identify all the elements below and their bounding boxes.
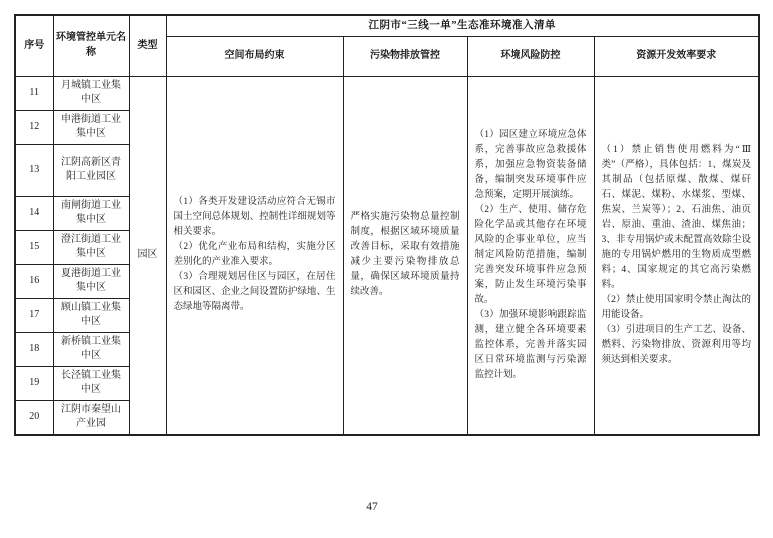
row-unit-name: 长泾镇工业集中区: [53, 366, 129, 400]
col-header-resource: 资源开发效率要求: [594, 36, 759, 76]
row-seq: 13: [15, 144, 53, 196]
row-unit-name: 南闸街道工业集中区: [53, 196, 129, 230]
pollution-control-cell: [343, 76, 467, 435]
merged-title: 江阴市“三线一单”生态准环境准入清单: [166, 15, 759, 36]
row-seq: 18: [15, 332, 53, 366]
row-unit-name: 月城镇工业集中区: [53, 76, 129, 110]
spatial-item-3: （3）合理规划居住区与园区，在居住区和园区、企业之间设置防护绿地、生态绿地等隔离带。: [173, 272, 336, 312]
col-header-type: 类型: [129, 15, 166, 76]
access-list-table: [14, 14, 760, 436]
col-header-seq: 序号: [15, 15, 53, 76]
row-unit-name: 江阴市秦望山产业园: [53, 400, 129, 435]
row-seq: 19: [15, 366, 53, 400]
resource-item-1: （1）禁止销售使用燃料为“Ⅲ类”（严格），具体包括：1、煤炭及其制品（包括原煤、散煤、煤矸石、煤泥、煤粉、水煤浆、型煤、焦炭、兰炭等）；2、石油焦、油页岩、原油、重油、渣油、煤焦油；3、非专用锅炉或未配置高效除尘设施的专用锅炉燃用的生物质成型燃料；4、国家规定的其它高污染燃料。: [601, 144, 751, 290]
col-header-spatial: 空间布局约束: [166, 36, 343, 76]
row-seq: 20: [15, 400, 53, 435]
row-unit-name: 江阴高新区青阳工业园区: [53, 144, 129, 196]
col-header-unit-name: 环境管控单元名称: [53, 15, 129, 76]
spatial-item-2: （2）优化产业布局和结构，实施分区差别化的产业准入要求。: [173, 242, 336, 267]
row-unit-name: 申港街道工业集中区: [53, 110, 129, 144]
row-unit-name: 澄江街道工业集中区: [53, 230, 129, 264]
row-seq: 15: [15, 230, 53, 264]
row-unit-name: 夏港街道工业集中区: [53, 264, 129, 298]
row-seq: 17: [15, 298, 53, 332]
resource-item-2: （2）禁止使用国家明令禁止淘汰的用能设备。: [601, 294, 751, 320]
row-unit-name: 顾山镇工业集中区: [53, 298, 129, 332]
col-header-risk: 环境风险防控: [467, 36, 594, 76]
risk-item-2: （2）生产、使用、储存危险化学品或其他存在环境风险的企事业单位，应当制定风险防范措施，编制完善突发环境事件应急预案，防止发生环境污染事故。: [474, 204, 587, 305]
col-header-pollution: 污染物排放管控: [343, 36, 467, 76]
type-value-cell: 园区: [129, 76, 166, 435]
row-seq: 14: [15, 196, 53, 230]
row-seq: 12: [15, 110, 53, 144]
spatial-item-1: （1）各类开发建设活动应符合无锡市国土空间总体规划、控制性详细规划等相关要求。: [173, 197, 336, 237]
risk-prevention-cell: [467, 76, 594, 435]
header-row-title: [15, 15, 759, 36]
resource-efficiency-cell: [594, 76, 759, 435]
resource-item-3: （3）引进项目的生产工艺、设备、燃料、污染物排放、资源利用等均须达到相关要求。: [601, 324, 751, 365]
row-seq: 16: [15, 264, 53, 298]
table-row: [15, 76, 759, 110]
row-seq: 11: [15, 76, 53, 110]
pollution-paragraph: 严格实施污染物总量控制制度，根据区域环境质量改善目标，采取有效措施减少主要污染物排放总量，确保区域环境质量持续改善。: [350, 212, 460, 297]
page-number: 47: [366, 501, 378, 513]
risk-item-1: （1）园区建立环境应急体系，完善事故应急救援体系，加强应急物资装备储备，编制突发环境事件应急预案，定期开展演练。: [474, 129, 587, 200]
risk-item-3: （3）加强环境影响跟踪监测，建立健全各环境要素监控体系，完善并落实园区日常环境监测与污染源监控计划。: [474, 309, 587, 380]
row-unit-name: 新桥镇工业集中区: [53, 332, 129, 366]
spatial-constraints-cell: [166, 76, 343, 435]
